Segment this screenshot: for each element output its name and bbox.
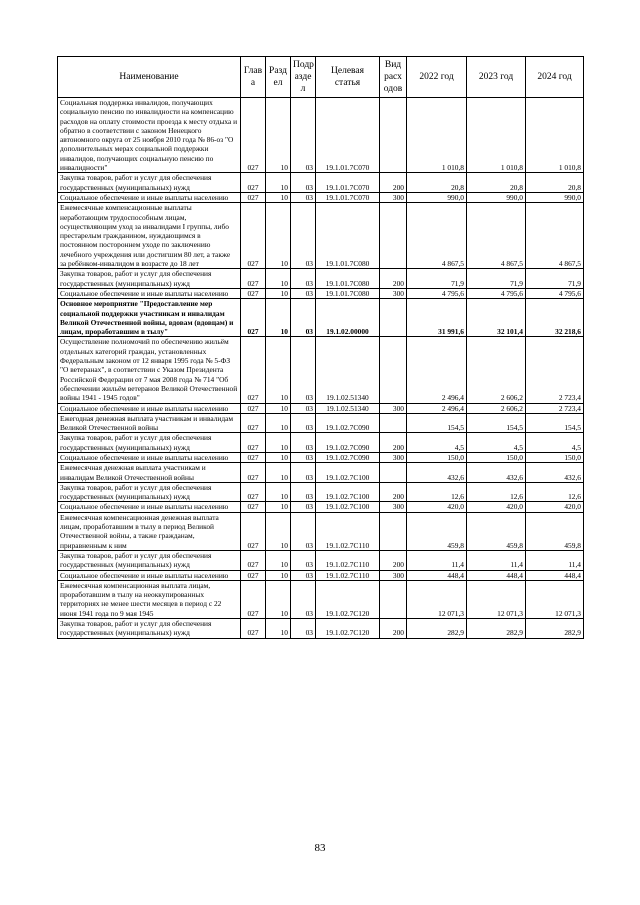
row-target-cell: 19.1.02.7С100 bbox=[316, 502, 380, 512]
row-name-cell: Социальное обеспечение и иные выплаты населению bbox=[58, 502, 241, 512]
row-2022-cell: 990,0 bbox=[407, 192, 467, 202]
row-2024-cell: 12 071,3 bbox=[526, 580, 584, 618]
table-row bbox=[58, 482, 584, 502]
row-name-cell: Социальное обеспечение и иные выплаты населению bbox=[58, 192, 241, 202]
row-2024-cell: 448,4 bbox=[526, 570, 584, 580]
row-vid-cell bbox=[380, 337, 407, 403]
row-podrazdel-cell: 03 bbox=[291, 299, 316, 337]
row-podrazdel-cell: 03 bbox=[291, 192, 316, 202]
row-glava-cell: 027 bbox=[241, 463, 266, 483]
row-2023-cell: 12 071,3 bbox=[467, 580, 526, 618]
header-vid: Вид расх одов bbox=[380, 57, 407, 98]
row-name-cell: Закупка товаров, работ и услуг для обеспечения государственных (муниципальных) нужд bbox=[58, 482, 241, 502]
row-podrazdel-cell: 03 bbox=[291, 288, 316, 298]
row-podrazdel-cell: 03 bbox=[291, 463, 316, 483]
row-glava-cell: 027 bbox=[241, 403, 266, 413]
row-glava-cell: 027 bbox=[241, 98, 266, 173]
row-name-cell: Ежегодная денежная выплата участникам и инвалидам Великой Отечественной войны bbox=[58, 413, 241, 433]
row-vid-cell: 300 bbox=[380, 403, 407, 413]
row-2022-cell: 12,6 bbox=[407, 482, 467, 502]
row-2023-cell: 32 101,4 bbox=[467, 299, 526, 337]
row-2022-cell: 4 867,5 bbox=[407, 203, 467, 269]
row-glava-cell: 027 bbox=[241, 413, 266, 433]
row-2022-cell: 1 010,8 bbox=[407, 98, 467, 173]
row-name-cell: Осуществление полномочий по обеспечению жильём отдельных категорий граждан, установленных Федеральным законом от 12 января 1995 года № 5-ФЗ "О ветеранах", в соответствии с Указом Президента Российской Федерации от 7 мая 2008 года № 714 "Об обеспечении жильём ветеранов Великой Отечественной войны 1941 - 1945 годов" bbox=[58, 337, 241, 403]
row-razdel-cell: 10 bbox=[266, 337, 291, 403]
table-row bbox=[58, 502, 584, 512]
row-vid-cell bbox=[380, 98, 407, 173]
row-2024-cell: 2 723,4 bbox=[526, 403, 584, 413]
row-name-cell: Социальное обеспечение и иные выплаты населению bbox=[58, 288, 241, 298]
row-2023-cell: 154,5 bbox=[467, 413, 526, 433]
table-row bbox=[58, 433, 584, 453]
row-2024-cell: 11,4 bbox=[526, 550, 584, 570]
row-target-cell: 19.1.01.7С080 bbox=[316, 288, 380, 298]
row-2024-cell: 2 723,4 bbox=[526, 337, 584, 403]
row-2024-cell: 71,9 bbox=[526, 269, 584, 289]
row-vid-cell: 200 bbox=[380, 433, 407, 453]
row-2023-cell: 4,5 bbox=[467, 433, 526, 453]
row-razdel-cell: 10 bbox=[266, 550, 291, 570]
row-2024-cell: 1 010,8 bbox=[526, 98, 584, 173]
row-razdel-cell: 10 bbox=[266, 403, 291, 413]
row-podrazdel-cell: 03 bbox=[291, 580, 316, 618]
table-row bbox=[58, 580, 584, 618]
table-row bbox=[58, 203, 584, 269]
row-glava-cell: 027 bbox=[241, 269, 266, 289]
table-row bbox=[58, 512, 584, 550]
row-razdel-cell: 10 bbox=[266, 203, 291, 269]
table-row bbox=[58, 463, 584, 483]
row-vid-cell: 200 bbox=[380, 269, 407, 289]
row-vid-cell: 200 bbox=[380, 619, 407, 639]
row-target-cell: 19.1.02.7С090 bbox=[316, 452, 380, 462]
row-vid-cell: 200 bbox=[380, 482, 407, 502]
row-target-cell: 19.1.02.00000 bbox=[316, 299, 380, 337]
table-row bbox=[58, 452, 584, 462]
row-razdel-cell: 10 bbox=[266, 98, 291, 173]
row-2022-cell: 71,9 bbox=[407, 269, 467, 289]
row-2024-cell: 4,5 bbox=[526, 433, 584, 453]
header-2022: 2022 год bbox=[407, 57, 467, 98]
row-2023-cell: 420,0 bbox=[467, 502, 526, 512]
row-target-cell: 19.1.02.7С110 bbox=[316, 550, 380, 570]
row-target-cell: 19.1.02.7С110 bbox=[316, 570, 380, 580]
row-2023-cell: 4 867,5 bbox=[467, 203, 526, 269]
row-target-cell: 19.1.01.7С080 bbox=[316, 269, 380, 289]
row-2024-cell: 150,0 bbox=[526, 452, 584, 462]
row-target-cell: 19.1.01.7С070 bbox=[316, 98, 380, 173]
row-2024-cell: 154,5 bbox=[526, 413, 584, 433]
row-razdel-cell: 10 bbox=[266, 580, 291, 618]
row-razdel-cell: 10 bbox=[266, 482, 291, 502]
row-vid-cell bbox=[380, 203, 407, 269]
row-razdel-cell: 10 bbox=[266, 299, 291, 337]
row-2023-cell: 282,9 bbox=[467, 619, 526, 639]
row-name-cell: Основное мероприятие "Предоставление мер социальной поддержки участникам и инвалидам Великой Отечественной войны, вдовам (вдовцам) и лицам, проработавшим в тылу" bbox=[58, 299, 241, 337]
row-2024-cell: 20,8 bbox=[526, 173, 584, 193]
row-2022-cell: 12 071,3 bbox=[407, 580, 467, 618]
table-row bbox=[58, 269, 584, 289]
row-2022-cell: 4,5 bbox=[407, 433, 467, 453]
row-glava-cell: 027 bbox=[241, 192, 266, 202]
row-glava-cell: 027 bbox=[241, 580, 266, 618]
row-vid-cell: 200 bbox=[380, 550, 407, 570]
row-razdel-cell: 10 bbox=[266, 413, 291, 433]
row-name-cell: Социальная поддержка инвалидов, получающих социальную пенсию по инвалидности на компенсацию расходов на оплату стоимости проезда к месту отдыха и обратно в соответствии с законом Ненецкого автономного округа от 25 ноября 2010 года № 86-оз "О дополнительных мерах социальной поддержки инвалидов, получающих социальную пенсию по инвалидности" bbox=[58, 98, 241, 173]
row-2023-cell: 71,9 bbox=[467, 269, 526, 289]
row-podrazdel-cell: 03 bbox=[291, 337, 316, 403]
row-target-cell: 19.1.02.7С110 bbox=[316, 512, 380, 550]
row-vid-cell: 300 bbox=[380, 192, 407, 202]
row-razdel-cell: 10 bbox=[266, 192, 291, 202]
row-target-cell: 19.1.01.7С070 bbox=[316, 173, 380, 193]
row-podrazdel-cell: 03 bbox=[291, 173, 316, 193]
row-glava-cell: 027 bbox=[241, 299, 266, 337]
header-2023: 2023 год bbox=[467, 57, 526, 98]
row-podrazdel-cell: 03 bbox=[291, 570, 316, 580]
row-name-cell: Социальное обеспечение и иные выплаты населению bbox=[58, 403, 241, 413]
row-vid-cell: 300 bbox=[380, 502, 407, 512]
row-vid-cell bbox=[380, 413, 407, 433]
row-name-cell: Социальное обеспечение и иные выплаты населению bbox=[58, 570, 241, 580]
table-row bbox=[58, 403, 584, 413]
header-2024: 2024 год bbox=[526, 57, 584, 98]
row-2024-cell: 32 218,6 bbox=[526, 299, 584, 337]
row-glava-cell: 027 bbox=[241, 433, 266, 453]
row-vid-cell bbox=[380, 580, 407, 618]
row-name-cell: Ежемесячные компенсационные выплаты неработающим трудоспособным лицам, осуществляющим уход за инвалидами I группы, либо престарелым гражданином, нуждающимся в постоянном постороннем уходе по заключению лечебного учреждения или достигшим 80 лет, а также за ребёнком-инвалидом в возрасте до 18 лет bbox=[58, 203, 241, 269]
row-glava-cell: 027 bbox=[241, 288, 266, 298]
row-glava-cell: 027 bbox=[241, 619, 266, 639]
row-vid-cell bbox=[380, 299, 407, 337]
row-vid-cell: 300 bbox=[380, 288, 407, 298]
row-glava-cell: 027 bbox=[241, 512, 266, 550]
row-2024-cell: 990,0 bbox=[526, 192, 584, 202]
header-razdel: Разд ел bbox=[266, 57, 291, 98]
row-name-cell: Закупка товаров, работ и услуг для обеспечения государственных (муниципальных) нужд bbox=[58, 619, 241, 639]
table-row bbox=[58, 173, 584, 193]
table-row bbox=[58, 550, 584, 570]
row-glava-cell: 027 bbox=[241, 452, 266, 462]
row-podrazdel-cell: 03 bbox=[291, 619, 316, 639]
table-row bbox=[58, 337, 584, 403]
row-2023-cell: 11,4 bbox=[467, 550, 526, 570]
row-2022-cell: 282,9 bbox=[407, 619, 467, 639]
row-podrazdel-cell: 03 bbox=[291, 452, 316, 462]
row-razdel-cell: 10 bbox=[266, 512, 291, 550]
table-header-row bbox=[58, 57, 584, 98]
row-2022-cell: 20,8 bbox=[407, 173, 467, 193]
row-target-cell: 19.1.01.7С080 bbox=[316, 203, 380, 269]
row-podrazdel-cell: 03 bbox=[291, 413, 316, 433]
table-row bbox=[58, 413, 584, 433]
row-vid-cell: 300 bbox=[380, 452, 407, 462]
row-target-cell: 19.1.02.7С100 bbox=[316, 463, 380, 483]
row-2022-cell: 11,4 bbox=[407, 550, 467, 570]
row-2022-cell: 31 991,6 bbox=[407, 299, 467, 337]
row-target-cell: 19.1.02.7С090 bbox=[316, 413, 380, 433]
row-razdel-cell: 10 bbox=[266, 433, 291, 453]
row-2022-cell: 4 795,6 bbox=[407, 288, 467, 298]
row-vid-cell: 300 bbox=[380, 570, 407, 580]
row-2024-cell: 12,6 bbox=[526, 482, 584, 502]
row-glava-cell: 027 bbox=[241, 203, 266, 269]
budget-table bbox=[57, 56, 584, 639]
row-razdel-cell: 10 bbox=[266, 619, 291, 639]
row-2023-cell: 150,0 bbox=[467, 452, 526, 462]
row-podrazdel-cell: 03 bbox=[291, 98, 316, 173]
row-2023-cell: 990,0 bbox=[467, 192, 526, 202]
row-vid-cell: 200 bbox=[380, 173, 407, 193]
row-2024-cell: 282,9 bbox=[526, 619, 584, 639]
row-2024-cell: 4 867,5 bbox=[526, 203, 584, 269]
row-glava-cell: 027 bbox=[241, 482, 266, 502]
row-razdel-cell: 10 bbox=[266, 173, 291, 193]
row-2024-cell: 432,6 bbox=[526, 463, 584, 483]
row-vid-cell bbox=[380, 463, 407, 483]
row-2023-cell: 2 606,2 bbox=[467, 337, 526, 403]
row-2024-cell: 4 795,6 bbox=[526, 288, 584, 298]
row-2023-cell: 20,8 bbox=[467, 173, 526, 193]
table-row bbox=[58, 98, 584, 173]
table-row bbox=[58, 570, 584, 580]
row-podrazdel-cell: 03 bbox=[291, 269, 316, 289]
row-2022-cell: 448,4 bbox=[407, 570, 467, 580]
row-name-cell: Ежемесячная денежная выплата участникам и инвалидам Великой Отечественной войны bbox=[58, 463, 241, 483]
row-2023-cell: 448,4 bbox=[467, 570, 526, 580]
row-2023-cell: 2 606,2 bbox=[467, 403, 526, 413]
row-glava-cell: 027 bbox=[241, 502, 266, 512]
row-name-cell: Закупка товаров, работ и услуг для обеспечения государственных (муниципальных) нужд bbox=[58, 433, 241, 453]
table-row bbox=[58, 299, 584, 337]
row-podrazdel-cell: 03 bbox=[291, 403, 316, 413]
row-2024-cell: 459,8 bbox=[526, 512, 584, 550]
row-2023-cell: 459,8 bbox=[467, 512, 526, 550]
row-2022-cell: 2 496,4 bbox=[407, 403, 467, 413]
row-target-cell: 19.1.01.7С070 bbox=[316, 192, 380, 202]
row-2022-cell: 154,5 bbox=[407, 413, 467, 433]
header-glava: Глав а bbox=[241, 57, 266, 98]
header-podrazdel: Подр азде л bbox=[291, 57, 316, 98]
row-2022-cell: 150,0 bbox=[407, 452, 467, 462]
row-razdel-cell: 10 bbox=[266, 502, 291, 512]
row-glava-cell: 027 bbox=[241, 173, 266, 193]
row-name-cell: Закупка товаров, работ и услуг для обеспечения государственных (муниципальных) нужд bbox=[58, 550, 241, 570]
row-podrazdel-cell: 03 bbox=[291, 433, 316, 453]
row-target-cell: 19.1.02.7С100 bbox=[316, 482, 380, 502]
row-razdel-cell: 10 bbox=[266, 288, 291, 298]
row-razdel-cell: 10 bbox=[266, 463, 291, 483]
row-name-cell: Социальное обеспечение и иные выплаты населению bbox=[58, 452, 241, 462]
row-razdel-cell: 10 bbox=[266, 269, 291, 289]
row-vid-cell bbox=[380, 512, 407, 550]
row-target-cell: 19.1.02.7С120 bbox=[316, 580, 380, 618]
row-name-cell: Ежемесячная компенсационная выплата лицам, проработавшим в тылу на неоккупированных территориях не менее шести месяцев в период с 22 июня 1941 года по 9 мая 1945 bbox=[58, 580, 241, 618]
table-row bbox=[58, 288, 584, 298]
row-razdel-cell: 10 bbox=[266, 452, 291, 462]
table-row bbox=[58, 192, 584, 202]
header-name: Наименование bbox=[58, 57, 241, 98]
row-name-cell: Закупка товаров, работ и услуг для обеспечения государственных (муниципальных) нужд bbox=[58, 173, 241, 193]
row-glava-cell: 027 bbox=[241, 337, 266, 403]
row-podrazdel-cell: 03 bbox=[291, 502, 316, 512]
row-podrazdel-cell: 03 bbox=[291, 482, 316, 502]
header-target: Целевая статья bbox=[316, 57, 380, 98]
row-razdel-cell: 10 bbox=[266, 570, 291, 580]
table-row bbox=[58, 619, 584, 639]
row-2022-cell: 432,6 bbox=[407, 463, 467, 483]
row-2023-cell: 12,6 bbox=[467, 482, 526, 502]
row-2022-cell: 420,0 bbox=[407, 502, 467, 512]
row-glava-cell: 027 bbox=[241, 550, 266, 570]
row-2022-cell: 2 496,4 bbox=[407, 337, 467, 403]
row-2023-cell: 1 010,8 bbox=[467, 98, 526, 173]
row-podrazdel-cell: 03 bbox=[291, 512, 316, 550]
row-name-cell: Закупка товаров, работ и услуг для обеспечения государственных (муниципальных) нужд bbox=[58, 269, 241, 289]
row-target-cell: 19.1.02.7С120 bbox=[316, 619, 380, 639]
row-2024-cell: 420,0 bbox=[526, 502, 584, 512]
row-2023-cell: 4 795,6 bbox=[467, 288, 526, 298]
row-podrazdel-cell: 03 bbox=[291, 203, 316, 269]
row-target-cell: 19.1.02.51340 bbox=[316, 403, 380, 413]
row-podrazdel-cell: 03 bbox=[291, 550, 316, 570]
row-name-cell: Ежемесячная компенсационная денежная выплата лицам, проработавшим в тылу в период Великой Отечественной войны, а также гражданам, приравненным к ним bbox=[58, 512, 241, 550]
row-2022-cell: 459,8 bbox=[407, 512, 467, 550]
row-2023-cell: 432,6 bbox=[467, 463, 526, 483]
row-target-cell: 19.1.02.51340 bbox=[316, 337, 380, 403]
page-number: 83 bbox=[314, 842, 326, 854]
row-target-cell: 19.1.02.7С090 bbox=[316, 433, 380, 453]
row-glava-cell: 027 bbox=[241, 570, 266, 580]
